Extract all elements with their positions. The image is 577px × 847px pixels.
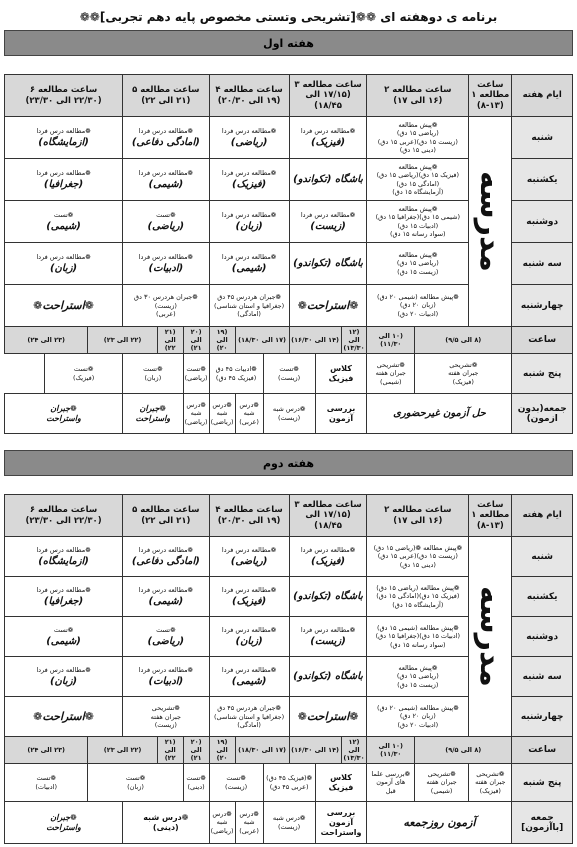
w1-mon-c5-top: ❁تست <box>156 211 176 220</box>
w1-h-3: ساعت مطالعه ۳ (۱۷/۱۵ الی ۱۸/۴۵) <box>289 75 367 117</box>
w2-day-sat: شنبه <box>512 537 573 577</box>
w2-h-2: ساعت مطالعه ۲ (۱۶ الی ۱۷) <box>367 495 469 537</box>
w1-tue-c5: (ادبیات) <box>148 262 184 274</box>
w2-sat-c5: (امادگی دفاعی) <box>131 555 200 567</box>
w2-day-tue: سه شنبه <box>512 657 573 697</box>
w1-hr-1: (۸ الی ۹/۵) <box>415 327 512 354</box>
w2-hr-8: (۲۱ الی ۲۲) <box>157 737 183 764</box>
w1-wed-c5-top: ❁جبران هردرس ۳۰ دق <box>133 292 198 301</box>
w1-sun-c6: (جغرافیا) <box>43 178 84 190</box>
w1-sun-c4-top: ❁مطالعه درس فردا <box>221 169 277 178</box>
week2-band: هفته دوم <box>4 450 573 476</box>
w2-hr-4: (۱۴ الی ۱۶/۳۰) <box>289 737 341 764</box>
w1-wed-c3: ❁استراحت❁ <box>297 299 359 312</box>
w2-wed-c2: ❁پیش مطالعه (شیمی ۲۰ دق) (زبان ۲۰ دق) (ادبیات ۲۰ دق) <box>367 697 469 737</box>
w2-wed-c4-top: ❁جبران هردرس ۴۵ دق <box>217 703 281 712</box>
w2-sun-c6-top: ❁مطالعه درس فردا <box>36 586 91 595</box>
w2-mon-c3: (زیست) <box>310 635 346 647</box>
w1-day-mon: دوشنبه <box>512 201 573 243</box>
w2-thu-2: ❁بررسی علما های آزمون قبل <box>367 764 415 802</box>
w1-sat-c3: (فیزیک) <box>310 136 346 148</box>
w2-mon-c6: (شیمی) <box>46 635 81 647</box>
w1-fri-7: ❁جبران واستراحت <box>5 394 123 434</box>
w1-hour-row <box>5 327 573 354</box>
w1-thu-4: ❁ادبیات ۴۵ دق (فیزیک ۴۵ دق) <box>209 354 263 394</box>
w2-mon-c4-top: ❁مطالعه درس فردا <box>221 626 277 635</box>
w1-mon-c3: (زیست) <box>310 220 346 232</box>
w2-sat-c3-top: ❁مطالعه درس فردا <box>300 546 356 555</box>
w1-mon-c4: (زبان) <box>235 220 263 232</box>
w1-hr-9: (۲۲ الی ۲۳) <box>88 327 157 354</box>
w2-day-fri: جمعه [باآزمون] <box>512 802 573 844</box>
w1-h-6: ساعت مطالعه ۶ (۲۲/۳۰ الی ۲۳/۳۰) <box>5 75 123 117</box>
w2-sun-c3: باشگاه (تکواندو) <box>293 591 363 602</box>
w1-day-sat: شنبه <box>512 117 573 159</box>
w2-h-4: ساعت مطالعه ۴ (۱۹ الی ۲۰/۳۰) <box>209 495 289 537</box>
w1-day-thu: پنج شنبه <box>512 354 573 394</box>
w2-h-1: ساعت مطالعه ۱ (۸-۱۳) <box>469 495 512 537</box>
w2-hr-2: (۱۰ الی ۱۱/۳۰) <box>367 737 415 764</box>
w2-fri-1: بررسی آزمون واستراحت <box>315 802 367 844</box>
week1-band: هفته اول <box>4 30 573 56</box>
w2-wed-c5: جبران هفته (زیست) <box>150 712 182 730</box>
w2-h-5: ساعت مطالعه ۵ (۲۱ الی ۲۲) <box>123 495 210 537</box>
w2-day-wed: چهارشنبه <box>512 697 573 737</box>
w2-sun-c4: (فیزیک) <box>232 595 267 607</box>
w1-sat-c6: (ازمایشگاه) <box>38 136 89 148</box>
w1-tue-c2: ❁پیش مطالعه (ریاضی ۱۵ دق) (زیست ۱۵ دق) <box>367 243 469 285</box>
w1-wed-c2: ❁پیش مطالعه (شیمی ۲۰ دق) (زبان ۲۰ دق) (ادبیات ۲۰ دق) <box>367 285 469 327</box>
w1-mon-c6-top: ❁تست <box>53 211 74 220</box>
w2-hr-9: (۲۲ الی ۲۳) <box>88 737 157 764</box>
w1-sun-c4: (فیزیک) <box>232 178 267 190</box>
w2-hr-7: (۲۰ الی ۲۱) <box>183 737 209 764</box>
w1-sat-c5: (امادگی دفاعی) <box>131 136 200 148</box>
w2-sat-c6-top: ❁مطالعه درس فردا <box>36 546 91 555</box>
w1-h-1: ساعت مطالعه ۱ (۸-۱۳) <box>469 75 512 117</box>
w1-wed-c4-top: ❁جبران هردرس ۴۵ دق <box>217 292 281 301</box>
w2-sat-c4: (ریاضی) <box>230 555 268 567</box>
w2-mon-c5: (ریاضی) <box>147 635 185 647</box>
w1-day-fri: جمعه(بدون ازمون) <box>512 394 573 434</box>
w2-fri-5: ❁درس شبه (دینی) <box>123 802 210 844</box>
w1-sun-c5: (شیمی) <box>148 178 184 190</box>
w2-day-mon: دوشنبه <box>512 617 573 657</box>
w2-thu-1: ❁تشریحی جبران هفته (شیمی) <box>415 764 469 802</box>
w1-fri-6: ❁جبران واستراحت <box>123 394 184 434</box>
w2-day-thu: پنج شنبه <box>512 764 573 802</box>
w2-thu-4: ❁(فیزیک ۴۵ دق) (عربی ۴۵ دق) <box>263 764 315 802</box>
w1-fri-1: بررسی آزمون <box>315 394 367 434</box>
w2-thu-5: ❁تست (زیست) <box>209 764 263 802</box>
w1-mon-c3-top: ❁مطالعه درس فردا <box>300 211 356 220</box>
w1-h-4: ساعت مطالعه ۴ (۱۹ الی ۲۰/۳۰) <box>209 75 289 117</box>
w2-wed-c6: ❁استراحت❁ <box>33 710 94 723</box>
w2-fri-3: ❁درس شبه (عربی) <box>235 802 263 844</box>
w1-day-wed: چهارشنبه <box>512 285 573 327</box>
w2-sat-c5-top: ❁مطالعه درس فردا <box>138 546 193 555</box>
w1-wed-c4: (جغرافیا و استان شناسی) (امادگی) <box>213 301 285 319</box>
w2-hr-5: (۱۷ الی ۱۸/۳۰) <box>235 737 289 764</box>
w1-mon-c4-top: ❁مطالعه درس فردا <box>221 211 277 220</box>
w1-h-day: ایام هفته <box>512 75 573 117</box>
w2-fri-0: آزمون روزجمعه <box>367 802 512 844</box>
w2-tue-c2: ❁پیش مطالعه (ریاضی ۱۵ دق) (زیست ۱۵ دق) <box>367 657 469 697</box>
w2-wed-c4: (جغرافیا و استان شناسی) (امادگی) <box>213 712 285 730</box>
w1-tue-c3: باشگاه (تکواندو) <box>293 258 363 269</box>
w2-tue-c4-top: ❁مطالعه درس فردا <box>221 666 277 675</box>
w2-h-day: ایام هفته <box>512 495 573 537</box>
w1-sun-c5-top: ❁مطالعه درس فردا <box>138 169 193 178</box>
w2-hr-3: (۱۲ الی ۱۳/۳۰) <box>341 737 367 764</box>
w1-tue-c4: (شیمی) <box>231 262 267 274</box>
page-title: برنامه ی دوهفته ای ❁❁[تشریحی وتستی مخصوص پایه دهم تجربی]❁❁ <box>79 10 498 24</box>
w2-hour-row <box>5 737 573 764</box>
week2-table <box>4 494 573 844</box>
w1-mon-c2: ❁پیش مطالعه (شیمی ۱۵ دق)(جغرافیا ۱۵ دق) (ادبیات ۱۵ دق) (سواد رسانه ۱۵ دق) <box>367 201 469 243</box>
w1-hr-0: ساعت <box>512 327 573 354</box>
w1-fri-2: ❁درس شبه (زیست) <box>263 394 315 434</box>
w1-thu-5: ❁تست (ریاضی) <box>183 354 209 394</box>
w2-tue-c5: (ادبیات) <box>148 675 184 687</box>
w2-sun-c2: ❁پیش مطالعه (ریاضی ۱۵ دق) (فیزیک ۱۵ دق)(امادگی ۱۵ دق) (آزمایشگاه ۱۵ دق) <box>367 577 469 617</box>
w1-hr-4: (۱۴ الی ۱۶/۳۰) <box>289 327 341 354</box>
w1-sun-c3: باشگاه (تکواندو) <box>293 174 363 185</box>
w1-hr-2: (۱۰ الی ۱۱/۳۰) <box>367 327 415 354</box>
w2-day-sun: یکشنبه <box>512 577 573 617</box>
w2-mon-c5-top: ❁تست <box>156 626 176 635</box>
w2-mon-c3-top: ❁مطالعه درس فردا <box>300 626 356 635</box>
w2-mon-c2: ❁پیش مطالعه (شیمی ۱۵ دق) (ادبیات ۱۵ دق)(جغرافیا ۱۵ دق) (سواد رسانه ۱۵ دق) <box>367 617 469 657</box>
w2-thu-8: ❁تست (ادبیات) <box>5 764 88 802</box>
w1-hr-3: (۱۲ الی ۱۳/۳۰) <box>341 327 367 354</box>
w1-fri-4: ❁درس شبه (ریاضی) <box>209 394 235 434</box>
w1-tue-c5-top: ❁مطالعه درس فردا <box>138 253 193 262</box>
w2-tue-c6: (زبان) <box>49 675 78 687</box>
w2-wed-c3: ❁استراحت❁ <box>297 710 359 723</box>
w1-fri-5: ❁درس شبه (ریاضی) <box>183 394 209 434</box>
w1-hr-10: (۲۳ الی ۲۴) <box>5 327 88 354</box>
w1-hr-5: (۱۷ الی ۱۸/۳۰) <box>235 327 289 354</box>
w1-sat-c4-top: ❁مطالعه درس فردا <box>221 127 277 136</box>
w2-thu-6: ❁تست (دینی) <box>183 764 209 802</box>
w1-sat-c5-top: ❁مطالعه درس فردا <box>138 127 193 136</box>
w2-sat-c3: (فیزیک) <box>310 555 346 567</box>
w2-sun-c4-top: ❁مطالعه درس فردا <box>221 586 277 595</box>
w2-sat-c2: ❁پیش مطالعه ❁(ریاضی ۱۵ دق) (زیست ۱۵ دق)(عربی ۱۵ دق) (دینی ۱۵ دق) <box>367 537 469 577</box>
w2-fri-2: ❁درس شبه (زیست) <box>263 802 315 844</box>
w2-wed-c5-top: ❁تشریحی <box>151 703 180 712</box>
w2-h-3: ساعت مطالعه ۳ (۱۷/۱۵ الی ۱۸/۴۵) <box>289 495 367 537</box>
w1-wed-c5: (زیست) (عربی) <box>154 301 177 319</box>
w2-hr-0: ساعت <box>512 737 573 764</box>
w1-tue-c6: (زبان) <box>49 262 78 274</box>
w2-mon-c6-top: ❁تست <box>53 626 74 635</box>
w1-tue-c6-top: ❁مطالعه درس فردا <box>36 253 91 262</box>
w2-hr-10: (۲۳ الی ۲۴) <box>5 737 88 764</box>
w1-thu-6: ❁تست (زبان) <box>123 354 184 394</box>
w1-sun-c6-top: ❁مطالعه درس فردا <box>36 169 91 178</box>
w2-mon-c4: (زبان) <box>235 635 263 647</box>
w1-wed-c6: ❁استراحت❁ <box>33 299 94 312</box>
w2-tue-c6-top: ❁مطالعه درس فردا <box>36 666 91 675</box>
w1-day-sun: یکشنبه <box>512 159 573 201</box>
w1-hr-6: (۱۹ الی ۲۰) <box>209 327 235 354</box>
w1-thu-2: کلاس فیزیک <box>315 354 367 394</box>
w2-school: مدرسه <box>469 537 512 737</box>
w2-h-6: ساعت مطالعه ۶ (۲۲/۳۰ الی ۲۳/۳۰) <box>5 495 123 537</box>
w1-thu-3: ❁تست (زیست) <box>263 354 315 394</box>
w2-sun-c5: (شیمی) <box>148 595 184 607</box>
w2-sun-c5-top: ❁مطالعه درس فردا <box>138 586 193 595</box>
w1-thu-1: ❁تشریحی جبران هفته (شیمی) <box>367 354 415 394</box>
w2-sat-c6: (ازمایشگاه) <box>38 555 89 567</box>
w1-thu-7: ❁تست (فیزیک) <box>45 354 123 394</box>
w1-school: مدرسه <box>469 117 512 327</box>
w2-hr-6: (۱۹ الی ۲۰) <box>209 737 235 764</box>
w2-thu-0: ❁تشریحی جبران هفته (فیزیک) <box>469 764 512 802</box>
week1-table <box>4 74 573 434</box>
w2-thu-3: کلاس فیزیک <box>315 764 367 802</box>
w2-fri-6: ❁جبران واستراحت <box>5 802 123 844</box>
w1-h-2: ساعت مطالعه ۲ (۱۶ الی ۱۷) <box>367 75 469 117</box>
w1-tue-c4-top: ❁مطالعه درس فردا <box>221 253 277 262</box>
w2-thu-7: ❁تست (زبان) <box>88 764 183 802</box>
w1-thu-0: ❁تشریحی جبران هفته (فیزیک) <box>415 354 512 394</box>
w1-sun-c2: ❁پیش مطالعه (فیزیک ۱۵ دق)(ریاضی ۱۵ دق) (امادگی ۱۵ دق) (آزمایشگاه ۱۵ دق) <box>367 159 469 201</box>
w2-hr-1: (۸ الی ۹/۵) <box>415 737 512 764</box>
w1-h-5: ساعت مطالعه ۵ (۲۱ الی ۲۲) <box>123 75 210 117</box>
w2-fri-4: ❁درس شبه (ریاضی) <box>209 802 235 844</box>
w1-sat-c2: ❁پیش مطالعه (ریاضی ۱۵ دق) (زیست ۱۵ دق)(عربی ۱۵ دق) (دینی ۱۵ دق) <box>367 117 469 159</box>
w1-sat-c4: (ریاضی) <box>230 136 268 148</box>
w2-sun-c6: (جغرافیا) <box>43 595 84 607</box>
w1-sat-c3-top: ❁مطالعه درس فردا <box>300 127 356 136</box>
w1-fri-3: ❁درس شبه (عربی) <box>235 394 263 434</box>
w1-mon-c6: (شیمی) <box>46 220 81 232</box>
w2-tue-c4: (شیمی) <box>231 675 267 687</box>
w1-fri-0: حل آزمون غیرحضوری <box>367 394 512 434</box>
w1-hr-7: (۲۰ الی ۲۱) <box>183 327 209 354</box>
w2-tue-c3: باشگاه (تکواندو) <box>293 671 363 682</box>
w2-tue-c5-top: ❁مطالعه درس فردا <box>138 666 193 675</box>
w1-sat-c6-top: ❁مطالعه درس فردا <box>36 127 91 136</box>
w1-hr-8: (۲۱ الی ۲۲) <box>157 327 183 354</box>
w1-day-tue: سه شنبه <box>512 243 573 285</box>
w1-mon-c5: (ریاضی) <box>147 220 185 232</box>
w2-sat-c4-top: ❁مطالعه درس فردا <box>221 546 277 555</box>
